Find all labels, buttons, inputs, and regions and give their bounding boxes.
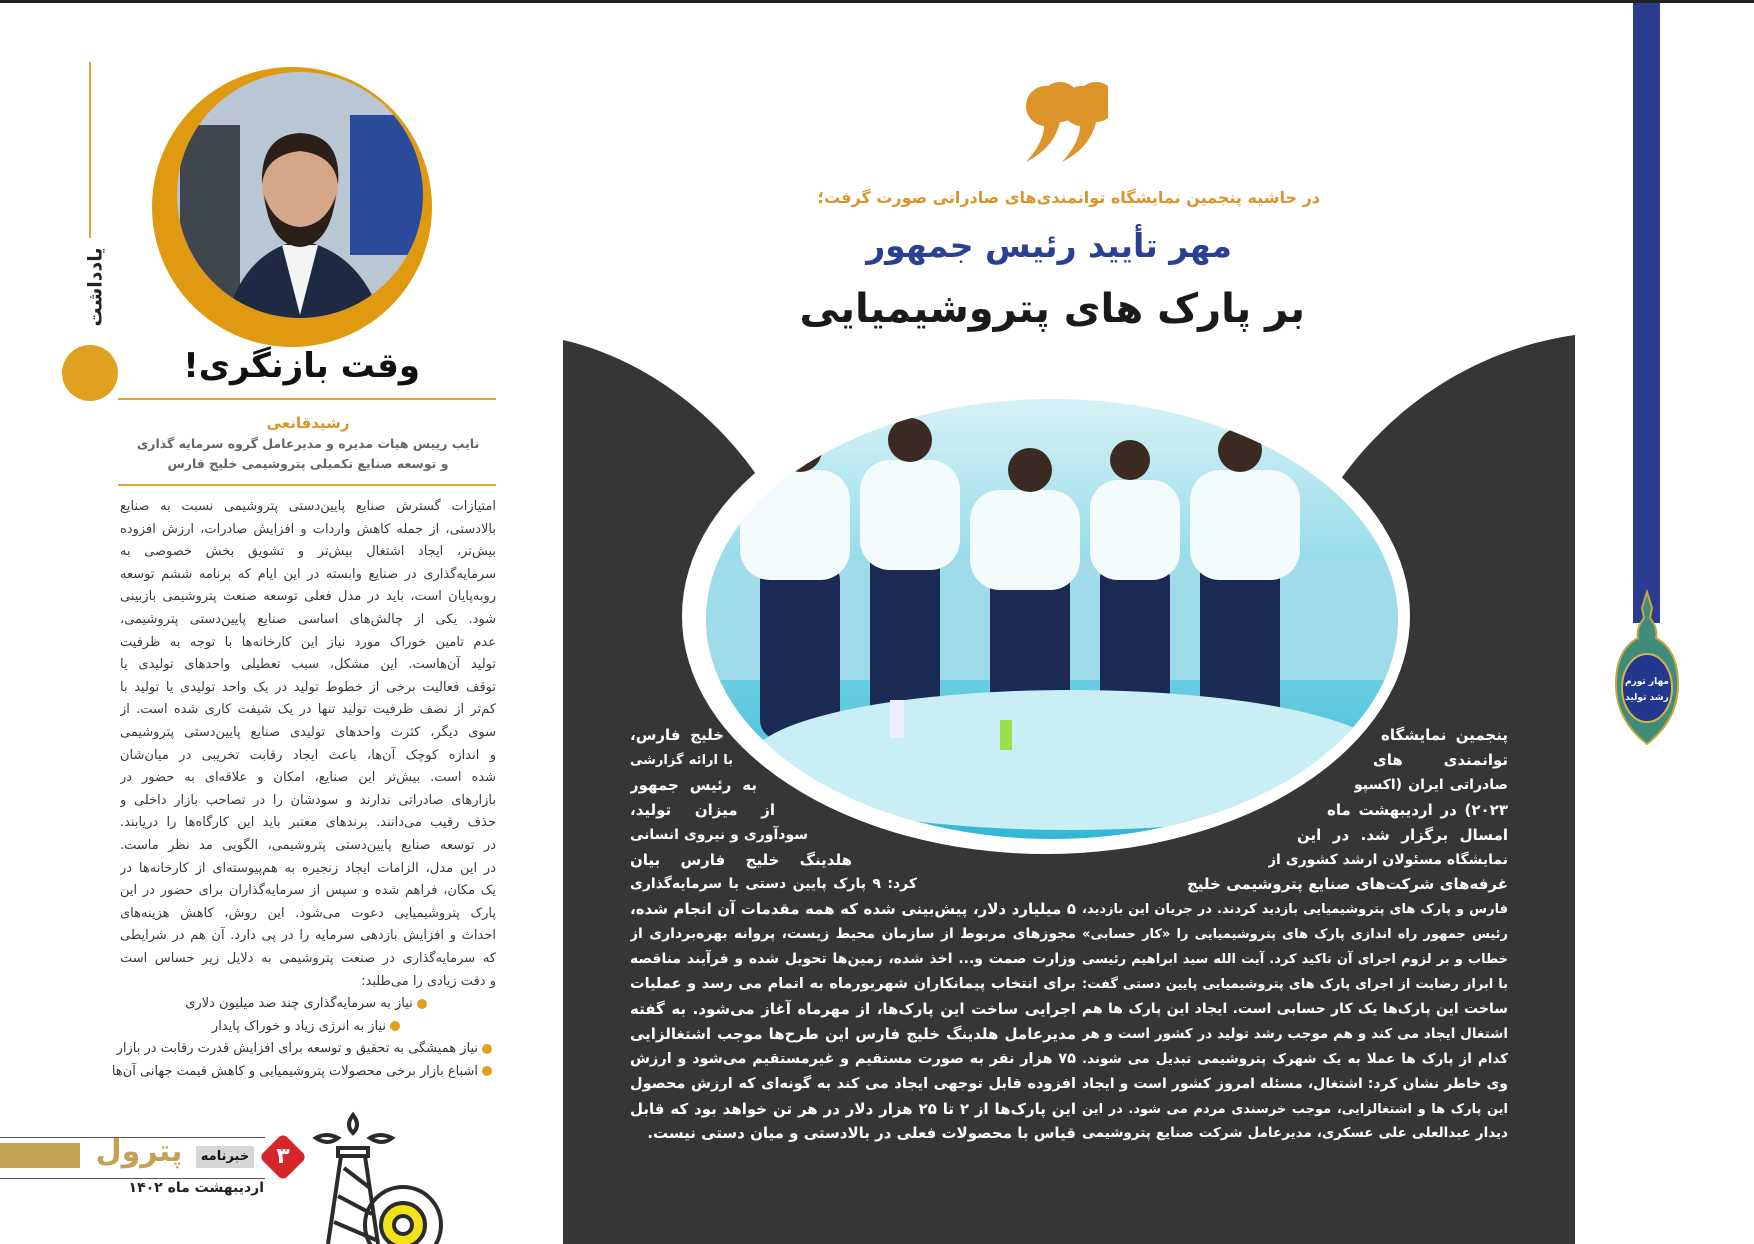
opinion-text-line: و اندازه کوچک آن‌ها، باعث ایجاد رقابت تخریبی در میان‌شان — [120, 747, 496, 763]
article-text-line: از میزان تولید، — [630, 800, 775, 819]
section-label-text: یادداشت — [84, 247, 107, 327]
author-name: رشیدقانعی — [266, 414, 350, 432]
article-text-line: مدیرعامل هلدینگ خلیج فارس این طرح‌ها موجب اشتغالزایی — [630, 1024, 1076, 1043]
article-text-line: امسال برگزار شد. در این — [1297, 825, 1508, 844]
article-text-line: با ابراز رضایت از اجرای پارک های پتروشیمیایی پایین دستی گفت: — [1082, 977, 1508, 992]
page-number: ۳ — [276, 1144, 290, 1169]
article-text-line: غرفه‌های شرکت‌های صنایع پتروشیمی خلیج — [1187, 875, 1508, 894]
article-text-line: با ارائه گزارشی — [630, 752, 733, 768]
opinion-text-line: سرمایه‌گذاری در صنایع وابسته در این ایام که برنامه ششم توسعه — [120, 566, 496, 582]
bullet-dot-icon — [390, 1021, 400, 1031]
author-portrait — [150, 55, 450, 355]
bullet-text: نیاز به انرژی زیاد و خوراک پایدار — [211, 1018, 387, 1034]
article-text-line: دیدار عبدالعلی علی عسکری، مدیرعامل شرکت صنایع پتروشیمی — [1082, 1125, 1508, 1142]
bullet-dot-icon — [482, 1066, 492, 1076]
opinion-text-line: در توسعه صنایع پایین‌دستی پتروشیمی، الگویی مد نظر ماست. — [120, 838, 496, 853]
article-text-line: خطاب و بر لزوم اجرای آن تاکید کرد. آیت الله سید ابراهیم رئیسی — [1082, 952, 1508, 968]
article-text-line: سودآوری و نیروی انسانی — [630, 826, 808, 843]
opinion-text-line: توقف فعالیت برخی از خطوط تولید در یک واحد تولیدی یا تولید با — [120, 679, 496, 695]
article-title-line2: بر پارک های پتروشیمیایی — [799, 286, 1305, 332]
section-dot — [62, 345, 118, 401]
author-role-line1: نایب رییس هیات مدیره و مدیرعامل گروه سرمایه گذاری — [136, 436, 480, 451]
article-text-line: به رئیس جمهور — [630, 775, 757, 794]
publication-name: پترول — [95, 1134, 183, 1169]
article-text-line: رئیس جمهور راه اندازی پارک های پتروشیمیایی را «کار حسابی» — [1082, 927, 1508, 943]
opinion-text-line: کم‌تر از نصف ظرفیت تولید تنها در یک شیفت کاری شده است. از — [120, 702, 496, 718]
article-text-line: اجرایی ساخت این پارک‌ها، از مهرماه آغاز می‌شود. به گفته — [630, 999, 1076, 1018]
article-kicker: در حاشیه پنجمین نمایشگاه توانمندی‌های صادراتی صورت گرفت؛ — [817, 188, 1320, 207]
opinion-text-line: شده است. بیش‌تر این صنایع، امکان و علاقه‌ای به حضور در — [120, 770, 496, 786]
bullet-item — [120, 1016, 496, 1038]
opinion-text-line: یک مکان، فراهم شده و سپس از سرمایه‌گذاران برای حضور در این — [120, 883, 496, 899]
article-text-line: وزارت صمت و... اخذ شده، زمین‌ها تحویل شده و فرآیند مناقصه — [630, 951, 1076, 968]
article-text-line: قیاس با محصولات فعلی در بالادستی و میان دستی نیست. — [647, 1124, 1076, 1143]
opinion-text-line: تولید آن‌هاست. این مشکل، سبب تعطیلی واحدهای تولیدی یا — [120, 657, 496, 673]
author-rule — [118, 484, 496, 486]
opinion-text-line: حذف رقیب می‌دانند. برندهای معتبر باید این کارگاه‌ها را دریابند. — [120, 815, 496, 831]
article-title-line1: مهر تأیید رئیس جمهور — [866, 226, 1232, 265]
opinion-title: وقت بازنگری! — [183, 346, 420, 386]
title-rule — [118, 398, 496, 400]
article-text-line: ۷۵ هزار نفر به صورت مستقیم و غیرمستقیم می‌شود و ارزش — [630, 1050, 1076, 1067]
opinion-text-line: پارک پتروشیمیایی دعوت می‌شود. این روش، کاهش هزینه‌های — [120, 905, 496, 921]
section-rule — [89, 62, 91, 238]
opinion-text-line: امتیازات گسترش صنایع پایین‌دستی پتروشیمی نسبت به صنایع — [120, 499, 496, 514]
bullet-item — [111, 1061, 496, 1083]
opinion-text-line: بازارهای صادراتی ندارند و سودشان را در تصاحب بازار داخلی و — [120, 792, 496, 808]
bullet-text: نیاز همیشگی به تحقیق و توسعه برای افزایش قدرت رقابت در بازار — [116, 1041, 478, 1057]
article-text-line: ۵ میلیارد دلار، پیش‌بینی شده که همه مقدمات آن انجام شده، — [630, 900, 1076, 919]
publication-type: خبرنامه — [196, 1146, 254, 1168]
article-text-line: برای انتخاب پیمانکاران شهریورماه به اتمام می رسد و عملیات — [630, 976, 1076, 992]
bullet-item — [120, 993, 496, 1015]
opinion-text-line: و دقت زیادی را می‌طلبد: — [361, 973, 496, 989]
bullet-text: اشباع بازار برخی محصولات پتروشیمیایی و کاهش قیمت جهانی آن‌ها — [111, 1063, 478, 1079]
article-text-line: نمایشگاه مسئولان ارشد کشوری از — [1268, 851, 1508, 868]
footer-rule-bottom — [0, 1178, 265, 1179]
article-text-line: این پارک ها و اشتغالزایی، موجب خرسندی مردم می شود. در این — [1082, 1101, 1508, 1117]
article-text-line: وی خاطر نشان کرد: اشتغال، مسئله امروز کشور است و ایجاد — [1082, 1075, 1508, 1092]
author-role-line2: و توسعه صنایع تکمیلی پتروشیمی خلیج فارس — [167, 456, 449, 471]
opinion-text-line: احداث و افزایش بازدهی سرمایه را در پی دارد. آن هم در شرایطی — [120, 928, 496, 944]
article-text-line: پنجمین نمایشگاه — [1381, 726, 1508, 744]
article-text-line: توانمندی های — [1373, 750, 1508, 769]
opinion-text-line: شود. یکی از چالش‌های اساسی صنایع پایین‌دستی پتروشیمی، — [120, 612, 496, 627]
oil-derrick-gear-icon — [308, 1110, 458, 1244]
article-text-line: خلیج فارس، — [630, 726, 724, 744]
article-text-line: ۲۰۲۳) در اردیبهشت ماه — [1327, 800, 1508, 819]
article-text-line: ساخت این پارک‌ها یک کار حسابی است. ایجاد این پارک ها هم — [1082, 1000, 1508, 1017]
article-text-line: اشتغال ایجاد می کند و هم موجب رشد تولید در کشور است و هر — [1082, 1025, 1508, 1042]
issue-date: اردیبهشت ماه ۱۴۰۲ — [128, 1180, 264, 1196]
footer-bar — [0, 1143, 80, 1168]
quote-icon — [1024, 82, 1108, 166]
article-text-line: کرد: ۹ پارک پایین دستی با سرمایه‌گذاری — [630, 876, 917, 893]
section-label — [70, 240, 120, 335]
bullet-item — [116, 1038, 496, 1060]
article-text-line: مجوزهای مربوط از سازمان محیط زیست، پروانه بهره‌برداری از — [630, 926, 1076, 943]
article-text-line: کدام از پارک ها عملا به یک شهرک پتروشیمی تبدیل می شوند. — [1082, 1050, 1508, 1067]
opinion-text-line: سوی دیگر، کثرت واحدهای تولیدی صنایع پایین‌دستی پتروشیمی — [120, 725, 496, 740]
opinion-text-line: عدم تامین خوراک مورد نیاز این کارخانه‌ها با توجه به ظرفیت — [120, 634, 496, 650]
article-text-line: صادراتی ایران (اکسپو — [1354, 776, 1508, 793]
opinion-text-line: بالادستی، از جمله کاهش واردات و افزایش صادرات، ارزش افزوده — [120, 521, 496, 537]
opinion-text-line: روبه‌پایان است، باید در مدل فعلی توسعه صنعت پتروشیمی بازبینی — [120, 589, 496, 605]
article-text-line: افزوده قابل توجهی ایجاد می کند به گونه‌ای که ارزش محصول — [630, 1075, 1076, 1092]
opinion-text-line: در این مدل، الزامات ایجاد زنجیره به هم‌پیوسته‌ای از کارخانه‌ها در — [120, 860, 496, 876]
emblem-text-1: مهار تورم — [1624, 677, 1670, 687]
emblem-text-2: رشد تولید — [1625, 693, 1669, 703]
opinion-text-line: بیش‌تر، ایجاد اشتغال بیش‌تر و تشویق بخش خصوصی به — [120, 544, 496, 560]
article-text-line: فارس و پارک های پتروشیمیایی بازدید کردند. در جریان این بازدید، — [1082, 902, 1508, 918]
opinion-text-line: که سرمایه‌گذاری در صنعت پتروشیمی به دلایل زیر حساس است — [120, 951, 496, 966]
article-text-line: این پارک‌ها از ۲ تا ۲۵ هزار دلار در هر تن خواهد بود که قابل — [630, 1099, 1076, 1118]
article-text-line: هلدینگ خلیج فارس بیان — [630, 850, 852, 869]
bullet-dot-icon — [417, 999, 427, 1009]
bullet-dot-icon — [482, 1044, 492, 1054]
bullet-text: نیاز به سرمایه‌گذاری چند صد میلیون دلاری — [185, 996, 413, 1011]
